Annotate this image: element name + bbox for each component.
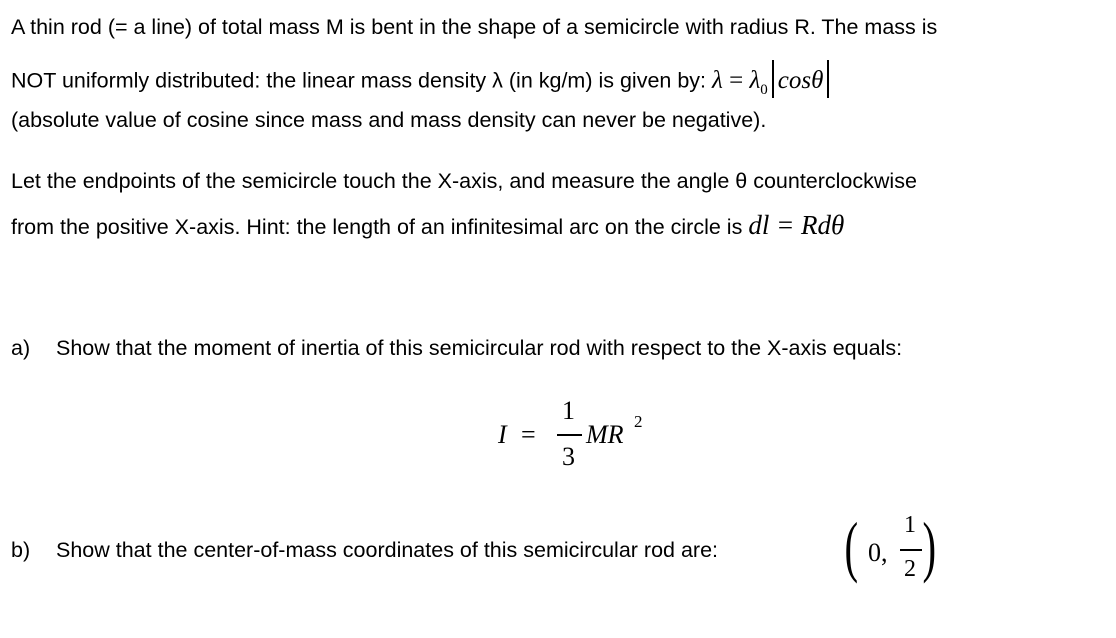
intro-line-3: (absolute value of cosine since mass and mass density can never be negative). [11, 108, 767, 132]
part-a-label: a) [11, 336, 31, 360]
part-a-text: Show that the moment of inertia of this semicircular rod with respect to the X-axis equals: [56, 336, 903, 360]
setup-line-1: Let the endpoints of the semicircle touch the X-axis, and measure the angle θ counterclockwise [11, 169, 917, 193]
inertia-exponent: 2 [634, 412, 643, 431]
density-func: cosθ [777, 66, 824, 94]
density-lhs: λ [712, 66, 723, 94]
com-denominator: 2 [904, 556, 916, 582]
part-b [11, 540, 718, 562]
abs-bar-right [827, 60, 829, 98]
density-coef-sub: 0 [760, 81, 768, 98]
inertia-fraction-bar [557, 434, 582, 436]
inertia-equals: = [521, 420, 536, 449]
setup-line-2 [11, 212, 844, 239]
part-b-label: b) [11, 538, 31, 562]
intro-line-2-text: NOT uniformly distributed: the linear mass density λ (in kg/m) is given by: [11, 68, 712, 93]
abs-bar-left [772, 60, 774, 98]
density-equals: = [729, 66, 744, 94]
part-b-text: Show that the center-of-mass coordinates of this semicircular rod are: [56, 538, 719, 562]
com-x-coordinate: 0, [868, 538, 888, 567]
moment-of-inertia-formula [498, 396, 668, 478]
setup-line-2-text: from the positive X-axis. Hint: the length of an infinitesimal arc on the circle is [11, 215, 749, 239]
com-numerator: 1 [904, 512, 916, 538]
intro-line-1: A thin rod (= a line) of total mass M is bent in the shape of a semicircle with radius R. The mass is [11, 15, 938, 39]
center-of-mass-formula [844, 508, 958, 594]
inertia-rhs: MR [586, 420, 624, 449]
part-a [11, 338, 902, 360]
inertia-lhs: I [498, 420, 507, 449]
com-close-paren: ) [922, 508, 937, 584]
inertia-numerator: 1 [562, 396, 575, 425]
com-fraction-bar [900, 549, 922, 551]
density-formula [712, 66, 833, 98]
hint-formula: dl = Rdθ [748, 210, 845, 240]
inertia-denominator: 3 [562, 442, 575, 471]
intro-line-2 [11, 63, 833, 101]
com-open-paren: ( [844, 508, 859, 584]
density-coef: λ [749, 66, 761, 94]
